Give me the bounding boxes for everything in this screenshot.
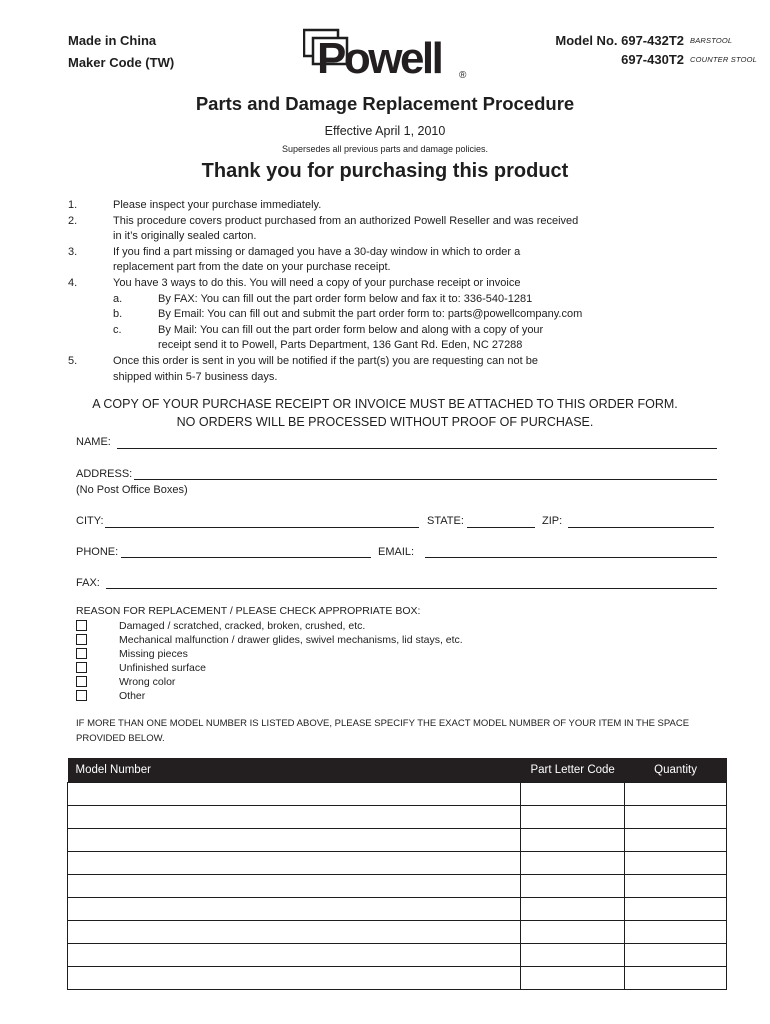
quantity-cell[interactable] — [625, 829, 727, 852]
phone-field[interactable] — [121, 557, 371, 558]
list-item — [52, 214, 752, 230]
quantity-cell[interactable] — [625, 898, 727, 921]
registered-mark: ® — [459, 70, 467, 81]
reason-label: Unfinished surface — [119, 662, 206, 674]
step-text: replacement part from the date on your purchase receipt. — [113, 261, 391, 274]
quantity-cell[interactable] — [625, 921, 727, 944]
model-number-1: Model No. 697-432T2 — [555, 33, 684, 48]
step-number: 1. — [68, 199, 78, 211]
table-row — [68, 944, 727, 967]
reason-item — [76, 619, 463, 633]
table-row — [68, 875, 727, 898]
part-letter-cell[interactable] — [521, 852, 625, 875]
reason-item — [76, 675, 463, 689]
model-number-cell[interactable] — [68, 806, 521, 829]
table-row — [68, 783, 727, 806]
phone-label: PHONE: — [76, 546, 119, 558]
step-text: You have 3 ways to do this. You will need a copy of your purchase receipt or invoice — [113, 276, 521, 289]
list-item — [52, 370, 752, 386]
part-letter-cell[interactable] — [521, 944, 625, 967]
model-number-cell[interactable] — [68, 829, 521, 852]
email-label: EMAIL: — [378, 546, 415, 558]
step-text: shipped within 5-7 business days. — [113, 370, 278, 383]
column-header-quantity: Quantity — [625, 758, 727, 783]
model-number-cell[interactable] — [68, 921, 521, 944]
model-number-cell[interactable] — [68, 875, 521, 898]
quantity-cell[interactable] — [625, 944, 727, 967]
step-number: 2. — [68, 214, 78, 227]
list-item — [52, 260, 752, 276]
reason-list — [76, 619, 463, 703]
step-number: 3. — [68, 245, 78, 258]
list-item — [52, 354, 752, 370]
quantity-cell[interactable] — [625, 852, 727, 875]
reason-checkbox[interactable] — [76, 662, 87, 673]
column-header-model-number: Model Number — [68, 758, 521, 783]
step-text: Please inspect your purchase immediately. — [113, 199, 322, 211]
step-text: If you find a part missing or damaged you have a 30-day window in which to order a — [113, 245, 521, 258]
substep-letter: a. — [113, 292, 123, 305]
sub-list-item — [52, 338, 752, 354]
part-letter-cell[interactable] — [521, 967, 625, 990]
quantity-cell[interactable] — [625, 783, 727, 806]
step-number: 4. — [68, 276, 78, 289]
list-item — [52, 229, 752, 245]
reason-checkbox[interactable] — [76, 676, 87, 687]
table-row — [68, 898, 727, 921]
sub-list-item — [52, 292, 752, 308]
part-letter-cell[interactable] — [521, 921, 625, 944]
table-row — [68, 829, 727, 852]
receipt-notice: A COPY OF YOUR PURCHASE RECEIPT OR INVOICE MUST BE ATTACHED TO THIS ORDER FORM. — [92, 397, 678, 411]
reason-item — [76, 661, 463, 675]
fax-field[interactable] — [106, 588, 717, 589]
name-label: NAME: — [76, 436, 111, 448]
reason-checkbox[interactable] — [76, 620, 87, 631]
table-header-row — [68, 758, 727, 783]
reason-item — [76, 647, 463, 661]
model-number-cell[interactable] — [68, 783, 521, 806]
substep-text: By Mail: You can fill out the part order form below and along with a copy of your — [158, 323, 544, 336]
reason-checkbox[interactable] — [76, 634, 87, 645]
name-field[interactable] — [117, 448, 717, 449]
list-item — [52, 245, 752, 261]
column-header-part-letter-code: Part Letter Code — [521, 758, 625, 783]
address-field[interactable] — [134, 479, 717, 480]
reason-label: Wrong color — [119, 676, 176, 688]
substep-letter: c. — [113, 323, 122, 336]
model-instruction-2: PROVIDED BELOW. — [76, 733, 165, 744]
reason-checkbox[interactable] — [76, 690, 87, 701]
substep-text: By Email: You can fill out and submit the part order form to: parts@powellcompany.com — [158, 308, 583, 321]
address-label: ADDRESS: — [76, 468, 133, 480]
reason-label: Mechanical malfunction / drawer glides, swivel mechanisms, lid stays, etc. — [119, 634, 463, 646]
city-label: CITY: — [76, 515, 104, 527]
powell-logo — [303, 28, 473, 86]
effective-date: Effective April 1, 2010 — [324, 124, 446, 138]
table-row — [68, 921, 727, 944]
reason-item — [76, 633, 463, 647]
substep-text: By FAX: You can fill out the part order form below and fax it to: 336-540-1281 — [158, 292, 533, 305]
maker-code-label: Maker Code (TW) — [68, 55, 175, 70]
table-row — [68, 852, 727, 875]
state-label: STATE: — [427, 515, 464, 527]
proof-notice: NO ORDERS WILL BE PROCESSED WITHOUT PROOF OF PURCHASE. — [176, 415, 594, 429]
step-text: Once this order is sent in you will be notified if the part(s) you are requesting can not be — [113, 354, 538, 367]
reason-title: REASON FOR REPLACEMENT / PLEASE CHECK APPROPRIATE BOX: — [76, 605, 421, 617]
made-in-label: Made in China — [68, 33, 157, 48]
step-text: in it’s originally sealed carton. — [113, 230, 257, 243]
address-note: (No Post Office Boxes) — [76, 484, 188, 496]
sub-list-item — [52, 323, 752, 339]
procedure-list — [52, 198, 752, 385]
zip-label: ZIP: — [542, 515, 563, 527]
email-field[interactable] — [425, 557, 717, 558]
part-letter-cell[interactable] — [521, 898, 625, 921]
table-row — [68, 967, 727, 990]
logo-wordmark: Powell — [317, 34, 442, 83]
model-note-2: COUNTER STOOL — [690, 55, 758, 64]
model-number-cell[interactable] — [68, 944, 521, 967]
quantity-cell[interactable] — [625, 967, 727, 990]
page-title: Parts and Damage Replacement Procedure — [195, 93, 575, 114]
quantity-cell[interactable] — [625, 875, 727, 898]
reason-label: Other — [119, 690, 146, 702]
reason-item — [76, 689, 463, 703]
zip-field[interactable] — [568, 527, 714, 528]
model-instruction-1: IF MORE THAN ONE MODEL NUMBER IS LISTED ABOVE, PLEASE SPECIFY THE EXACT MODEL NUMBER OF YOUR ITEM IN THE SPACE — [76, 718, 690, 729]
table-row — [68, 806, 727, 829]
part-letter-cell[interactable] — [521, 829, 625, 852]
model-note-1: BARSTOOL — [690, 36, 733, 45]
quantity-cell[interactable] — [625, 806, 727, 829]
step-number: 5. — [68, 354, 78, 367]
city-field[interactable] — [105, 527, 419, 528]
model-number-cell[interactable] — [68, 898, 521, 921]
fax-label: FAX: — [76, 577, 100, 589]
part-letter-cell[interactable] — [521, 806, 625, 829]
part-letter-cell[interactable] — [521, 875, 625, 898]
thank-you-heading: Thank you for purchasing this product — [201, 160, 569, 182]
parts-order-table — [67, 758, 727, 990]
list-item — [52, 276, 752, 292]
model-number-cell[interactable] — [68, 852, 521, 875]
model-number-2: 697-430T2 — [621, 52, 684, 67]
part-letter-cell[interactable] — [521, 783, 625, 806]
model-number-cell[interactable] — [68, 967, 521, 990]
list-item — [52, 198, 752, 214]
state-field[interactable] — [467, 527, 535, 528]
step-text: This procedure covers product purchased from an authorized Powell Reseller and was received — [113, 214, 579, 227]
reason-label: Missing pieces — [119, 648, 188, 660]
reason-checkbox[interactable] — [76, 648, 87, 659]
substep-text: receipt send it to Powell, Parts Department, 136 Gant Rd. Eden, NC 27288 — [158, 339, 523, 352]
supersedes-note: Supersedes all previous parts and damage policies. — [281, 144, 489, 154]
sub-list-item — [52, 307, 752, 323]
substep-letter: b. — [113, 308, 123, 321]
reason-label: Damaged / scratched, cracked, broken, crushed, etc. — [119, 620, 366, 632]
